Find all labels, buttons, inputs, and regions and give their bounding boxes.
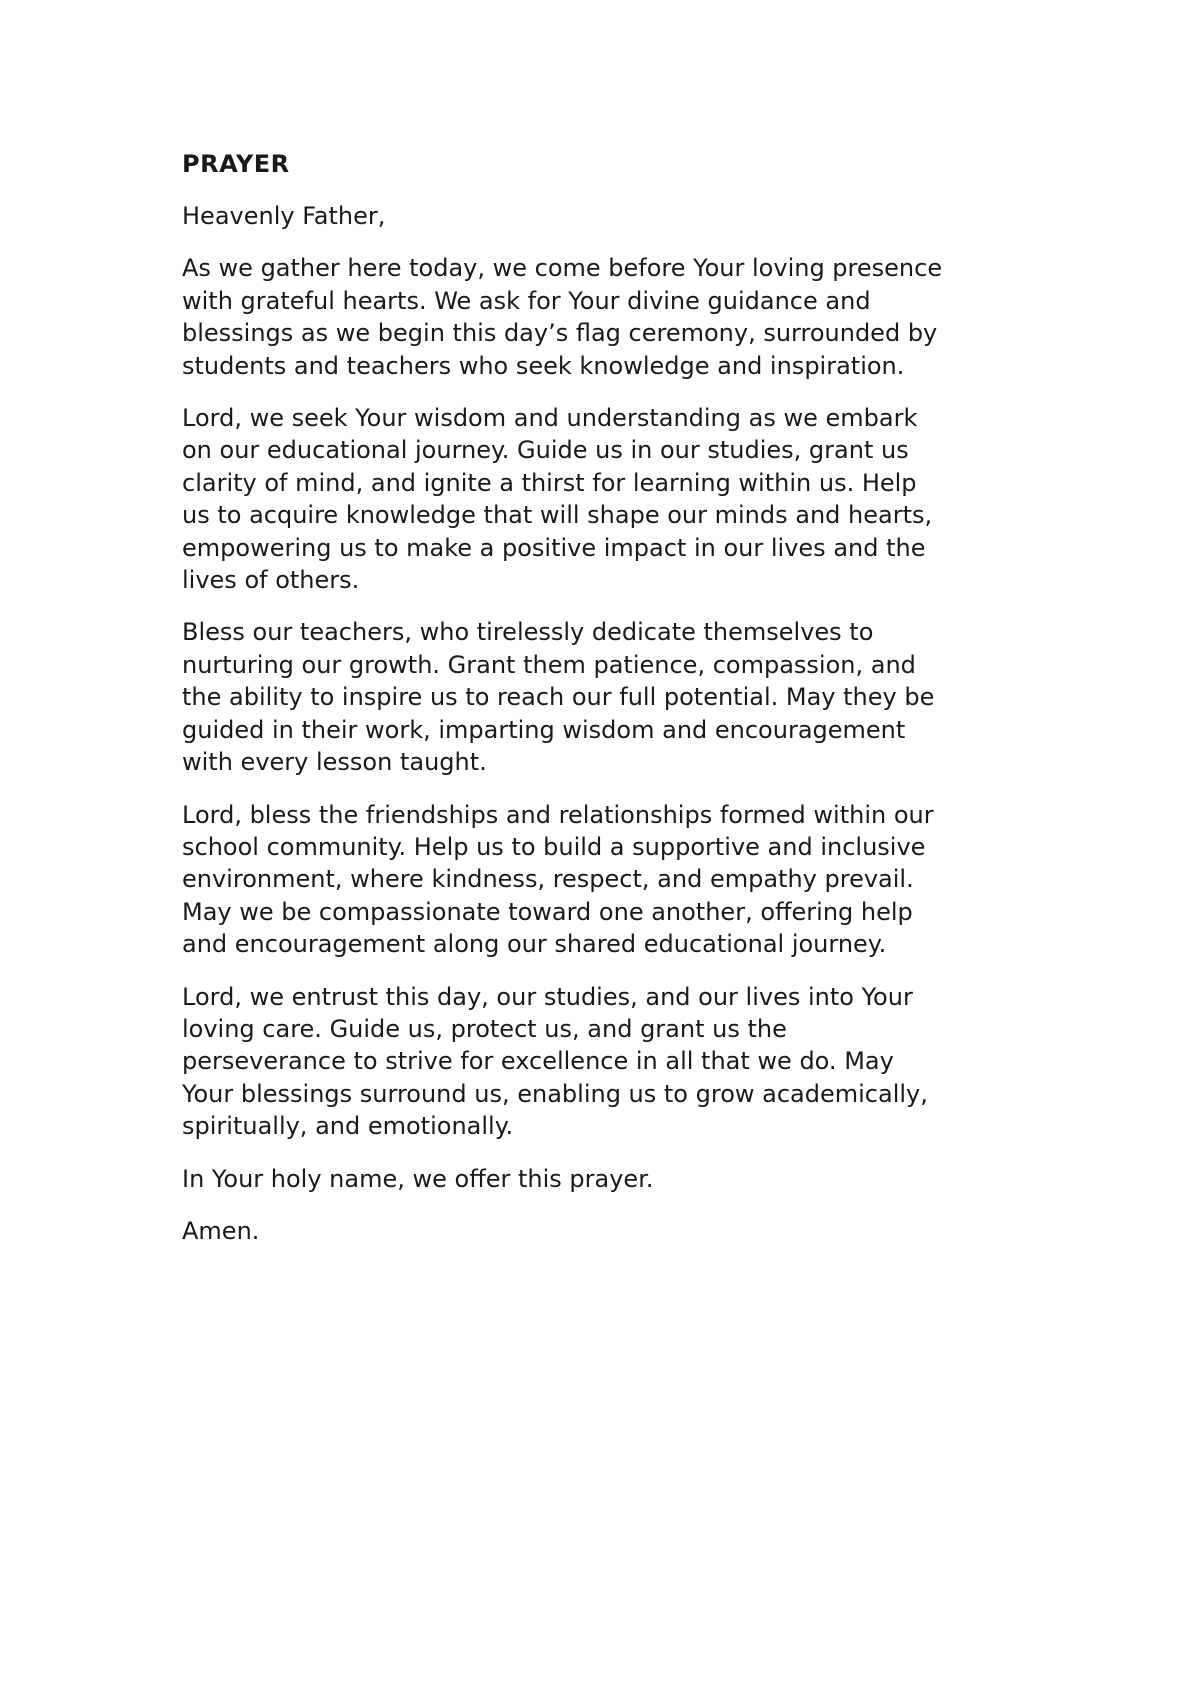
paragraph-line: Lord, we entrust this day, our studies, and our lives into Your: [182, 982, 913, 1011]
document-body: [182, 148, 1042, 1267]
salutation: Heavenly Father,: [182, 202, 386, 230]
paragraph-line: guided in their work, imparting wisdom and encouragement: [182, 715, 906, 744]
paragraph-line: clarity of mind, and ignite a thirst for learning within us. Help: [182, 468, 917, 497]
paragraph-5: [182, 981, 1042, 1143]
document-title: PRAYER: [182, 150, 290, 178]
paragraph-line: Bless our teachers, who tirelessly dedicate themselves to: [182, 618, 874, 647]
closing-line: In Your holy name, we offer this prayer.: [182, 1164, 654, 1193]
paragraph-line: As we gather here today, we come before Your loving presence: [182, 254, 943, 283]
paragraph-line: the ability to inspire us to reach our full potential. May they be: [182, 683, 935, 712]
paragraph-line: lives of others.: [182, 566, 360, 595]
paragraph-line: May we be compassionate toward one another, offering help: [182, 897, 913, 926]
paragraph-4: [182, 799, 1042, 961]
paragraph-line: students and teachers who seek knowledge and inspiration.: [182, 351, 905, 380]
paragraph-line: spiritually, and emotionally.: [182, 1112, 514, 1141]
paragraph-line: with grateful hearts. We ask for Your divine guidance and: [182, 286, 871, 315]
paragraph-line: Lord, bless the friendships and relationships formed within our: [182, 800, 934, 829]
paragraph-line: us to acquire knowledge that will shape our minds and hearts,: [182, 501, 933, 530]
amen-line: Amen.: [182, 1216, 260, 1245]
paragraph-line: empowering us to make a positive impact in our lives and the: [182, 533, 926, 562]
paragraph-line: Lord, we seek Your wisdom and understanding as we embark: [182, 404, 918, 433]
paragraph-line: on our educational journey. Guide us in our studies, grant us: [182, 436, 909, 465]
paragraph-line: environment, where kindness, respect, and empathy prevail.: [182, 865, 914, 894]
paragraph-line: with every lesson taught.: [182, 748, 487, 777]
paragraph-1: [182, 252, 1042, 382]
paragraph-line: blessings as we begin this day’s flag ceremony, surrounded by: [182, 319, 938, 348]
paragraph-line: school community. Help us to build a supportive and inclusive: [182, 832, 926, 861]
paragraph-3: [182, 616, 1042, 778]
paragraph-line: perseverance to strive for excellence in all that we do. May: [182, 1047, 894, 1076]
paragraph-line: and encouragement along our shared educational journey.: [182, 930, 887, 959]
paragraph-line: Your blessings surround us, enabling us to grow academically,: [182, 1079, 928, 1108]
paragraph-line: nurturing our growth. Grant them patience, compassion, and: [182, 650, 916, 679]
paragraph-2: [182, 402, 1042, 596]
paragraph-line: loving care. Guide us, protect us, and grant us the: [182, 1014, 787, 1043]
